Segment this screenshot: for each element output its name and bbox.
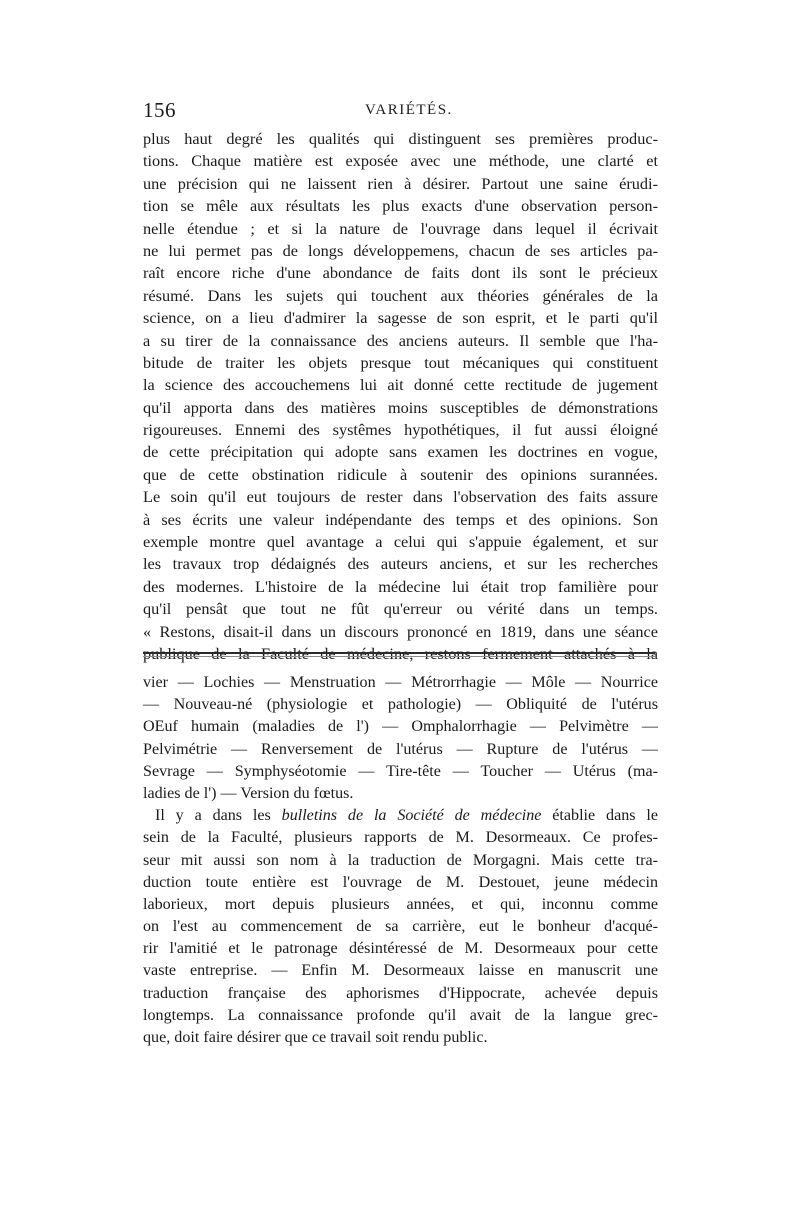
text-line: de cette précipitation qui adopte sans examen les doctrines en vogue, [143,442,658,462]
text-line: tion se mêle aux résultats les plus exacts d'une observation person- [143,196,658,216]
page-number: 156 [143,98,176,122]
text-line: bitude de traiter les objets presque tout mécaniques qui constituent [143,352,658,372]
text-line: laborieux, mort depuis plusieurs années, et qui, inconnu comme [143,895,658,913]
text-line: Le soin qu'il eut toujours de rester dans l'observation des faits assure [143,487,658,507]
text-line: plus haut degré les qualités qui distinguent ses premières produc- [143,129,658,148]
footnote-text-block [143,672,658,1049]
text-line: ne lui permet pas de longs développemens, chacun de ses articles pa- [143,240,658,260]
text-line: vaste entreprise. — Enfin M. Desormeaux laisse en manuscrit une [143,962,658,980]
text-line: la science des accouchemens lui ait donné cette rectitude de jugement [143,375,658,395]
text-line: science, on a lieu d'admirer la sagesse de son esprit, et le parti qu'il [143,308,658,328]
text-line: ladies de l') — Version du fœtus. [143,784,354,802]
main-text-block [143,128,658,665]
text-line: Pelvimétrie — Renversement de l'utérus — Rupture de l'utérus — [143,740,658,758]
text-line: OEuf humain (maladies de l') — Omphalorrhagie — Pelvimètre — [143,718,658,736]
text-line: rir l'amitié et le patronage désintéressé de M. Desormeaux pour cette [143,940,658,958]
text-line: qu'il apporta dans des matières moins susceptibles de démonstrations [143,397,658,417]
footnote-divider [143,652,655,654]
text-line: seur mit aussi son nom à la traduction de Morgagni. Mais cette tra- [143,851,658,869]
text-run: Il y a dans les [155,807,282,825]
running-title: VARIÉTÉS. [365,102,453,118]
italic-title: bulletins de la Société de médecine [281,807,542,825]
text-line: tions. Chaque matière est exposée avec une méthode, une clarté et [143,151,658,171]
text-line: duction toute entière est l'ouvrage de M. Destouet, jeune médecin [143,873,658,891]
text-line: Sevrage — Symphyséotomie — Tire-tête — Toucher — Utérus (ma- [143,762,658,780]
text-run: établie dans le [541,807,658,825]
text-line: que, doit faire désirer que ce travail soit rendu public. [143,1029,488,1046]
text-line: rigoureuses. Ennemi des systêmes hypothétiques, il fut aussi éloigné [143,420,658,440]
text-line: exemple montre quel avantage a celui qui s'appuie également, et sur [143,532,658,552]
text-line: « Restons, disait-il dans un discours prononcé en 1819, dans une séance [143,621,658,641]
text-line: des modernes. L'histoire de la médecine lui était trop familière pour [143,576,658,596]
text-line: les travaux trop dédaignés des auteurs anciens, et sur les recherches [143,554,658,574]
text-line: longtemps. La connaissance profonde qu'il avait de la langue grec- [143,1006,658,1024]
text-line: que de cette obstination ridicule à soutenir des opinions surannées. [143,464,658,484]
text-line: qu'il pensât que tout ne fût qu'erreur ou vérité dans un temps. [143,599,658,619]
text-line: une précision qui ne laissent rien à désirer. Partout une saine érudi- [143,173,658,193]
text-line: publique de la Faculté de médecine, restons fermement attachés à la [143,643,658,663]
text-line: traduction française des aphorismes d'Hippocrate, achevée depuis [143,984,658,1002]
text-line: résumé. Dans les sujets qui touchent aux théories générales de la [143,285,658,305]
text-line: à ses écrits une valeur indépendante des temps et des opinions. Son [143,509,658,529]
page-header [143,98,658,124]
paragraph-first-line [143,805,658,827]
text-line: sein de la Faculté, plusieurs rapports de M. Desormeaux. Ce profes- [143,829,658,847]
footnote-divider-shadow [143,656,655,657]
text-line: on l'est au commencement de sa carrière, eut le bonheur d'acqué- [143,918,658,936]
text-line: — Nouveau-né (physiologie et pathologie) — Obliquité de l'utérus [143,696,658,714]
text-line: raît encore riche d'une abondance de faits dont ils sont le précieux [143,263,658,283]
text-line: nelle étendue ; et si la nature de l'ouvrage dans lequel il écrivait [143,218,658,238]
text-line: a su tirer de la connaissance des anciens auteurs. Il semble que l'ha- [143,330,658,350]
text-line: vier — Lochies — Menstruation — Métrorrhagie — Môle — Nourrice [143,674,658,691]
